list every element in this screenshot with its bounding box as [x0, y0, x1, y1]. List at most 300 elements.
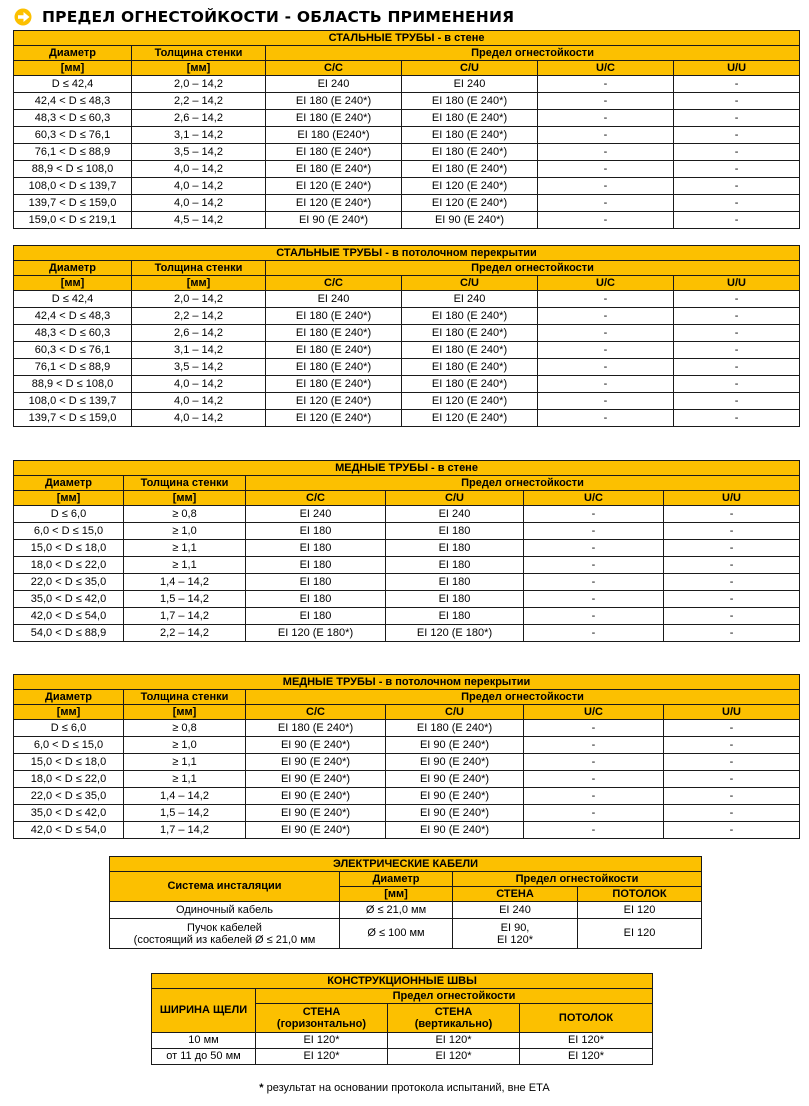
table-cell: EI 180 (E 240*) [266, 308, 402, 325]
table-cell: D ≤ 42,4 [14, 76, 132, 93]
table-cell: - [538, 212, 674, 229]
table-row [14, 393, 800, 410]
table-cell: - [538, 325, 674, 342]
table-cell: - [674, 195, 800, 212]
table-cell: EI 180 [246, 591, 386, 608]
table-cell: EI 240 [266, 76, 402, 93]
table-cell: - [524, 822, 664, 839]
table-row [14, 342, 800, 359]
table-cell: 22,0 < D ≤ 35,0 [14, 574, 124, 591]
fire-limit-header: Предел огнестойкости [246, 476, 800, 491]
table-cell: 60,3 < D ≤ 76,1 [14, 127, 132, 144]
table-cell: 3,1 – 14,2 [132, 127, 266, 144]
table-cell: - [538, 110, 674, 127]
table-cell: EI 240 [386, 506, 524, 523]
diameter-header: Диаметр [340, 872, 453, 887]
table-cell: EI 180 (E 240*) [402, 376, 538, 393]
table-cell: D ≤ 6,0 [14, 506, 124, 523]
table-cell: ≥ 1,1 [124, 754, 246, 771]
table-cell: - [538, 161, 674, 178]
table-caption: СТАЛЬНЫЕ ТРУБЫ - в стене [14, 31, 800, 46]
table-cell: 42,0 < D ≤ 54,0 [14, 822, 124, 839]
table-cell: - [538, 359, 674, 376]
table-cell: - [524, 574, 664, 591]
table-cell: - [674, 212, 800, 229]
table-cell: 18,0 < D ≤ 22,0 [14, 557, 124, 574]
col-wall-horizontal-header [256, 1004, 388, 1033]
table-row [14, 195, 800, 212]
diameter-header: Диаметр [14, 476, 124, 491]
table-cell: - [524, 754, 664, 771]
table-cell: EI 120 (E 180*) [386, 625, 524, 642]
steel-ceiling-table [13, 245, 800, 427]
copper-wall-table [13, 460, 800, 642]
table-cell: - [674, 376, 800, 393]
table-cell: 1,5 – 14,2 [124, 591, 246, 608]
table-cell: 4,0 – 14,2 [132, 410, 266, 427]
table-row [14, 574, 800, 591]
table-cell: EI 180 [246, 540, 386, 557]
table-row [14, 625, 800, 642]
table-row [14, 93, 800, 110]
table-cell: 2,0 – 14,2 [132, 76, 266, 93]
table-cell: 2,2 – 14,2 [132, 308, 266, 325]
table-cell: ≥ 1,1 [124, 540, 246, 557]
table-cell: EI 180 [386, 608, 524, 625]
table-cell: 6,0 < D ≤ 15,0 [14, 523, 124, 540]
fire-limit-header: Предел огнестойкости [453, 872, 702, 887]
table-cell: EI 90 (E 240*) [386, 788, 524, 805]
table-cell: EI 180 (E 240*) [402, 93, 538, 110]
table-cell: - [524, 591, 664, 608]
table-cell: EI 180 (E240*) [266, 127, 402, 144]
table-row [14, 771, 800, 788]
table-cell: EI 90 (E 240*) [246, 754, 386, 771]
table-cell: EI 240 [266, 291, 402, 308]
table-cell: 1,4 – 14,2 [124, 788, 246, 805]
table-row [14, 822, 800, 839]
table-row [14, 720, 800, 737]
wall-cell-line: EI 120* [496, 933, 534, 946]
table-cell: - [538, 93, 674, 110]
table-cell: - [538, 178, 674, 195]
table-cell: 108,0 < D ≤ 139,7 [14, 178, 132, 195]
table-row [152, 1033, 653, 1049]
thickness-header: Толщина стенки [124, 476, 246, 491]
table-cell: EI 180 [246, 523, 386, 540]
table-cell: EI 180 (E 240*) [402, 325, 538, 342]
table-row [14, 308, 800, 325]
table-cell: 139,7 < D ≤ 159,0 [14, 195, 132, 212]
table-cell: EI 120* [520, 1049, 653, 1065]
table-row [14, 376, 800, 393]
thickness-unit: [мм] [132, 276, 266, 291]
footnote-star: * [259, 1082, 264, 1094]
table-cell: EI 180 (E 240*) [402, 127, 538, 144]
page-title [14, 6, 514, 28]
table-cell: - [538, 308, 674, 325]
table-cell: EI 180 (E 240*) [266, 342, 402, 359]
fire-limit-header: Предел огнестойкости [266, 46, 800, 61]
table-cell: EI 180 (E 240*) [402, 359, 538, 376]
table-cell: EI 90 (E 240*) [246, 822, 386, 839]
table-cell: 35,0 < D ≤ 42,0 [14, 591, 124, 608]
table-cell: 15,0 < D ≤ 18,0 [14, 754, 124, 771]
table-cell: 22,0 < D ≤ 35,0 [14, 788, 124, 805]
table-body [152, 1033, 653, 1065]
table-cell: - [664, 737, 800, 754]
table-cell: - [524, 625, 664, 642]
col-uc-header: U/C [524, 491, 664, 506]
table-cell: EI 120 (E 240*) [266, 410, 402, 427]
thickness-header: Толщина стенки [132, 261, 266, 276]
table-cell: - [674, 110, 800, 127]
table-row [14, 178, 800, 195]
table-caption: МЕДНЫЕ ТРУБЫ - в стене [14, 461, 800, 476]
diameter-unit: [мм] [14, 705, 124, 720]
table-row [110, 902, 702, 919]
table-cell: D ≤ 6,0 [14, 720, 124, 737]
table-caption: КОНСТРУКЦИОННЫЕ ШВЫ [152, 974, 653, 989]
col-uu-header: U/U [674, 276, 800, 291]
table-cell: - [674, 291, 800, 308]
table-cell: - [674, 325, 800, 342]
table-cell: - [524, 506, 664, 523]
col-cu-header: C/U [386, 491, 524, 506]
table-cell: EI 180 (E 240*) [266, 376, 402, 393]
table-cell: EI 120 (E 240*) [266, 178, 402, 195]
table-caption: СТАЛЬНЫЕ ТРУБЫ - в потолочном перекрытии [14, 246, 800, 261]
table-cell: - [664, 557, 800, 574]
table-cell: EI 180 (E 240*) [246, 720, 386, 737]
table-cell: EI 180 [386, 523, 524, 540]
table-row [14, 608, 800, 625]
thickness-unit: [мм] [124, 705, 246, 720]
col-cc-header: C/C [266, 276, 402, 291]
table-cell: 88,9 < D ≤ 108,0 [14, 376, 132, 393]
table-cell: - [664, 822, 800, 839]
table-cell: EI 180 [386, 557, 524, 574]
table-cell: 35,0 < D ≤ 42,0 [14, 805, 124, 822]
table-cell: - [538, 76, 674, 93]
table-cell: - [664, 608, 800, 625]
col-cu-header: C/U [402, 61, 538, 76]
system-cell-line: (состоящий из кабелей Ø ≤ 21,0 мм [133, 933, 316, 946]
table-caption: МЕДНЫЕ ТРУБЫ - в потолочном перекрытии [14, 675, 800, 690]
table-row [14, 591, 800, 608]
table-body [14, 720, 800, 839]
footnote [0, 1082, 809, 1094]
table-cell: EI 90 (E 240*) [266, 212, 402, 229]
table-cell: EI 180 (E 240*) [402, 110, 538, 127]
table-row [152, 1049, 653, 1065]
page-title-text: ПРЕДЕЛ ОГНЕСТОЙКОСТИ - ОБЛАСТЬ ПРИМЕНЕНИЯ [42, 8, 515, 26]
diameter-header: Диаметр [14, 690, 124, 705]
table-cell: 54,0 < D ≤ 88,9 [14, 625, 124, 642]
table-cell: - [538, 291, 674, 308]
table-cell: 108,0 < D ≤ 139,7 [14, 393, 132, 410]
footnote-text: результат на основании протокола испытаний, вне ЕТА [263, 1082, 550, 1094]
table-cell: EI 180 (E 240*) [402, 342, 538, 359]
table-cell: - [674, 178, 800, 195]
table-cell: EI 120 (E 240*) [402, 178, 538, 195]
col-uu-header: U/U [664, 491, 800, 506]
table-cell: - [524, 608, 664, 625]
table-row [14, 410, 800, 427]
table-cell: EI 120* [256, 1049, 388, 1065]
table-cell: - [674, 76, 800, 93]
table-cell: от 11 до 50 мм [152, 1049, 256, 1065]
table-cell: 3,5 – 14,2 [132, 359, 266, 376]
table-cell: 2,6 – 14,2 [132, 325, 266, 342]
table-cell: EI 180 (E 240*) [402, 308, 538, 325]
table-cell: 42,4 < D ≤ 48,3 [14, 308, 132, 325]
table-cell: - [524, 771, 664, 788]
thickness-unit: [мм] [124, 491, 246, 506]
table-cell: EI 180 (E 240*) [402, 161, 538, 178]
table-cell: EI 120 (E 240*) [402, 410, 538, 427]
table-cell: - [538, 342, 674, 359]
col-cc-header: C/C [246, 491, 386, 506]
table-cell: - [538, 393, 674, 410]
table-caption: ЭЛЕКТРИЧЕСКИЕ КАБЕЛИ [110, 857, 702, 872]
table-cell: 48,3 < D ≤ 60,3 [14, 325, 132, 342]
header-line: (вертикально) [414, 1018, 493, 1030]
table-cell: EI 120* [520, 1033, 653, 1049]
table-cell: EI 120 (E 240*) [266, 393, 402, 410]
col-uc-header: U/C [538, 276, 674, 291]
table-body [14, 291, 800, 427]
table-body [14, 76, 800, 229]
table-cell: - [664, 574, 800, 591]
system-cell [110, 919, 340, 949]
table-cell: 88,9 < D ≤ 108,0 [14, 161, 132, 178]
thickness-unit: [мм] [132, 61, 266, 76]
table-row [14, 110, 800, 127]
steel-wall-table [13, 30, 800, 229]
table-cell: 6,0 < D ≤ 15,0 [14, 737, 124, 754]
table-cell: EI 90 (E 240*) [386, 754, 524, 771]
table-cell: EI 90 (E 240*) [246, 805, 386, 822]
table-cell: - [664, 720, 800, 737]
table-cell: - [664, 625, 800, 642]
col-ceiling-header: ПОТОЛОК [578, 887, 702, 902]
cables-table [109, 856, 702, 949]
diameter-unit: [мм] [14, 276, 132, 291]
table-cell: EI 180 (E 240*) [266, 110, 402, 127]
table-cell: ≥ 1,1 [124, 771, 246, 788]
table-row [14, 127, 800, 144]
table-cell: 1,4 – 14,2 [124, 574, 246, 591]
header-line: СТЕНА [434, 1006, 473, 1018]
table-cell: 18,0 < D ≤ 22,0 [14, 771, 124, 788]
table-cell: EI 180 [246, 557, 386, 574]
ceiling-cell: EI 120 [578, 919, 702, 949]
table-row [14, 76, 800, 93]
table-cell: EI 180 [386, 591, 524, 608]
table-row [14, 788, 800, 805]
table-cell: 159,0 < D ≤ 219,1 [14, 212, 132, 229]
table-cell: EI 90 (E 240*) [386, 737, 524, 754]
table-body [14, 506, 800, 642]
table-cell: EI 120 (E 180*) [246, 625, 386, 642]
table-cell: EI 90 (E 240*) [402, 212, 538, 229]
table-cell: 3,5 – 14,2 [132, 144, 266, 161]
table-cell: EI 240 [402, 291, 538, 308]
diameter-cell: Ø ≤ 100 мм [340, 919, 453, 949]
table-cell: ≥ 0,8 [124, 506, 246, 523]
table-cell: - [674, 144, 800, 161]
table-cell: - [674, 342, 800, 359]
fire-limit-header: Предел огнестойкости [256, 989, 653, 1004]
table-cell: EI 90 (E 240*) [246, 737, 386, 754]
table-cell: - [538, 410, 674, 427]
table-cell: 42,0 < D ≤ 54,0 [14, 608, 124, 625]
table-cell: - [664, 771, 800, 788]
table-cell: EI 180 (E 240*) [402, 144, 538, 161]
table-cell: 4,0 – 14,2 [132, 376, 266, 393]
table-cell: - [664, 506, 800, 523]
arrow-right-icon [14, 8, 34, 26]
col-cu-header: C/U [402, 276, 538, 291]
table-cell: 60,3 < D ≤ 76,1 [14, 342, 132, 359]
table-cell: EI 120* [388, 1049, 520, 1065]
table-cell: - [674, 93, 800, 110]
table-cell: - [674, 393, 800, 410]
col-uu-header: U/U [674, 61, 800, 76]
table-cell: - [524, 540, 664, 557]
table-cell: D ≤ 42,4 [14, 291, 132, 308]
table-cell: EI 90 (E 240*) [386, 771, 524, 788]
col-wall-header: СТЕНА [453, 887, 578, 902]
table-cell: ≥ 1,0 [124, 737, 246, 754]
table-cell: - [538, 127, 674, 144]
table-cell: 2,2 – 14,2 [132, 93, 266, 110]
table-cell: - [524, 805, 664, 822]
wall-cell-line: EI 90, [500, 921, 530, 934]
header-line: (горизонтально) [276, 1018, 367, 1030]
col-uc-header: U/C [524, 705, 664, 720]
table-cell: 15,0 < D ≤ 18,0 [14, 540, 124, 557]
table-cell: - [664, 591, 800, 608]
table-cell: 42,4 < D ≤ 48,3 [14, 93, 132, 110]
table-cell: EI 180 (E 240*) [386, 720, 524, 737]
table-cell: 2,0 – 14,2 [132, 291, 266, 308]
table-row [14, 212, 800, 229]
table-cell: 1,7 – 14,2 [124, 608, 246, 625]
wall-cell: EI 240 [453, 902, 578, 919]
table-row [14, 359, 800, 376]
diameter-unit: [мм] [340, 887, 453, 902]
col-ceiling-header: ПОТОЛОК [520, 1004, 653, 1033]
table-cell: ≥ 1,1 [124, 557, 246, 574]
table-cell: ≥ 0,8 [124, 720, 246, 737]
table-cell: EI 180 [386, 540, 524, 557]
table-cell: 4,0 – 14,2 [132, 195, 266, 212]
ceiling-cell: EI 120 [578, 902, 702, 919]
table-cell: EI 90 (E 240*) [246, 771, 386, 788]
header-line: СТЕНА [302, 1006, 341, 1018]
table-cell: EI 180 (E 240*) [266, 144, 402, 161]
table-cell: EI 120 (E 240*) [402, 393, 538, 410]
copper-ceiling-table [13, 674, 800, 839]
table-cell: - [674, 410, 800, 427]
table-cell: - [538, 195, 674, 212]
table-cell: 2,6 – 14,2 [132, 110, 266, 127]
table-row [14, 737, 800, 754]
table-cell: - [674, 308, 800, 325]
table-cell: 1,5 – 14,2 [124, 805, 246, 822]
diameter-header: Диаметр [14, 261, 132, 276]
table-row [14, 523, 800, 540]
system-cell-line: Пучок кабелей [187, 921, 262, 934]
table-row [14, 144, 800, 161]
table-cell: 4,0 – 14,2 [132, 178, 266, 195]
table-cell: ≥ 1,0 [124, 523, 246, 540]
table-cell: 3,1 – 14,2 [132, 342, 266, 359]
table-cell: EI 90 (E 240*) [246, 788, 386, 805]
table-row [14, 805, 800, 822]
table-cell: EI 240 [402, 76, 538, 93]
table-cell: - [524, 720, 664, 737]
table-cell: EI 120* [256, 1033, 388, 1049]
diameter-unit: [мм] [14, 61, 132, 76]
table-cell: - [664, 805, 800, 822]
thickness-header: Толщина стенки [124, 690, 246, 705]
table-row [110, 919, 702, 949]
table-cell: 10 мм [152, 1033, 256, 1049]
table-cell: 1,7 – 14,2 [124, 822, 246, 839]
table-cell: 2,2 – 14,2 [124, 625, 246, 642]
table-cell: - [664, 540, 800, 557]
fire-limit-header: Предел огнестойкости [266, 261, 800, 276]
table-cell: - [674, 359, 800, 376]
table-row [14, 291, 800, 308]
table-cell: 4,0 – 14,2 [132, 161, 266, 178]
table-row [14, 540, 800, 557]
table-cell: EI 180 (E 240*) [266, 325, 402, 342]
table-row [14, 506, 800, 523]
table-cell: EI 180 (E 240*) [266, 359, 402, 376]
table-cell: EI 180 [386, 574, 524, 591]
table-cell: 139,7 < D ≤ 159,0 [14, 410, 132, 427]
table-cell: - [674, 161, 800, 178]
table-row [14, 325, 800, 342]
table-cell: EI 180 (E 240*) [266, 161, 402, 178]
joints-table [151, 973, 653, 1065]
table-cell: - [524, 737, 664, 754]
table-cell: - [538, 144, 674, 161]
width-header: ШИРИНА ЩЕЛИ [152, 989, 256, 1033]
table-cell: 76,1 < D ≤ 88,9 [14, 359, 132, 376]
table-cell: EI 180 (E 240*) [266, 93, 402, 110]
table-cell: 76,1 < D ≤ 88,9 [14, 144, 132, 161]
table-cell: - [664, 523, 800, 540]
table-cell: EI 120 (E 240*) [266, 195, 402, 212]
table-cell: EI 90 (E 240*) [386, 805, 524, 822]
table-cell: - [674, 127, 800, 144]
col-cu-header: C/U [386, 705, 524, 720]
table-row [14, 754, 800, 771]
wall-cell [453, 919, 578, 949]
table-cell: EI 120 (E 240*) [402, 195, 538, 212]
col-uc-header: U/C [538, 61, 674, 76]
table-cell: 4,5 – 14,2 [132, 212, 266, 229]
table-row [14, 557, 800, 574]
table-cell: 48,3 < D ≤ 60,3 [14, 110, 132, 127]
table-cell: EI 90 (E 240*) [386, 822, 524, 839]
table-cell: - [664, 754, 800, 771]
